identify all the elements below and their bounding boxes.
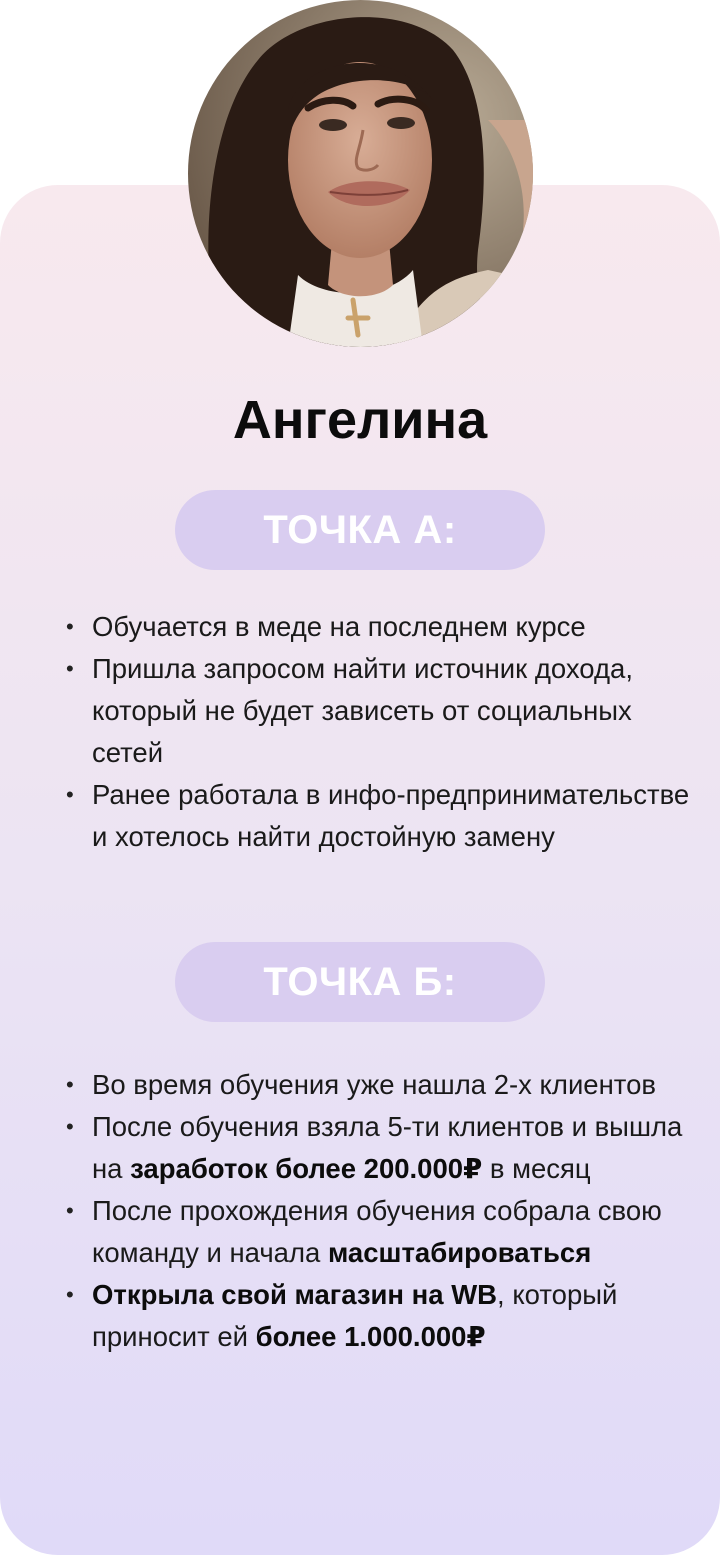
point-a-label: ТОЧКА А: xyxy=(263,507,457,552)
list-item xyxy=(66,774,692,858)
point-b-list xyxy=(66,1064,692,1358)
list-item xyxy=(66,1106,692,1190)
bullet-icon: • xyxy=(66,1072,74,1097)
list-item-text: После прохождения обучения собрала свою команду и начала xyxy=(92,1195,662,1268)
bullet-icon: • xyxy=(66,656,74,681)
highlight-income: более 1.000.000₽ xyxy=(255,1321,486,1352)
bullet-icon: • xyxy=(66,1198,74,1223)
list-item-text: , который приносит ей xyxy=(92,1279,618,1352)
highlight-store: Открыла свой магазин на WB xyxy=(92,1279,498,1310)
highlight-earnings: заработок более 200.000₽ xyxy=(130,1153,483,1184)
list-item xyxy=(66,648,692,774)
list-item-text: Ранее работала в инфо-предпринимательстве и хотелось найти достойную замену xyxy=(92,779,690,852)
list-item-text: После обучения взяла 5-ти клиентов и вышла на xyxy=(92,1111,683,1184)
point-b-label: ТОЧКА Б: xyxy=(263,959,457,1004)
list-item xyxy=(66,1190,692,1274)
highlight-scaling: масштабироваться xyxy=(327,1237,592,1268)
bullet-icon: • xyxy=(66,782,74,807)
list-item-text: Во время обучения уже нашла 2-х клиентов xyxy=(92,1069,656,1100)
bullet-icon: • xyxy=(66,614,74,639)
person-name: Ангелина xyxy=(232,390,488,450)
point-b-badge xyxy=(175,942,545,1022)
avatar xyxy=(188,0,533,347)
list-item-text: Обучается в меде на последнем курсе xyxy=(92,611,586,642)
bullet-icon: • xyxy=(66,1114,74,1139)
woman-portrait-photo-icon xyxy=(188,0,533,347)
list-item xyxy=(66,1274,692,1358)
list-item xyxy=(66,606,692,648)
bullet-icon: • xyxy=(66,1282,74,1307)
point-a-list xyxy=(66,606,692,858)
list-item-text: Пришла запросом найти источник дохода, который не будет зависеть от социальных сетей xyxy=(92,653,633,768)
list-item-text: в месяц xyxy=(482,1153,591,1184)
point-a-badge xyxy=(175,490,545,570)
list-item xyxy=(66,1064,692,1106)
